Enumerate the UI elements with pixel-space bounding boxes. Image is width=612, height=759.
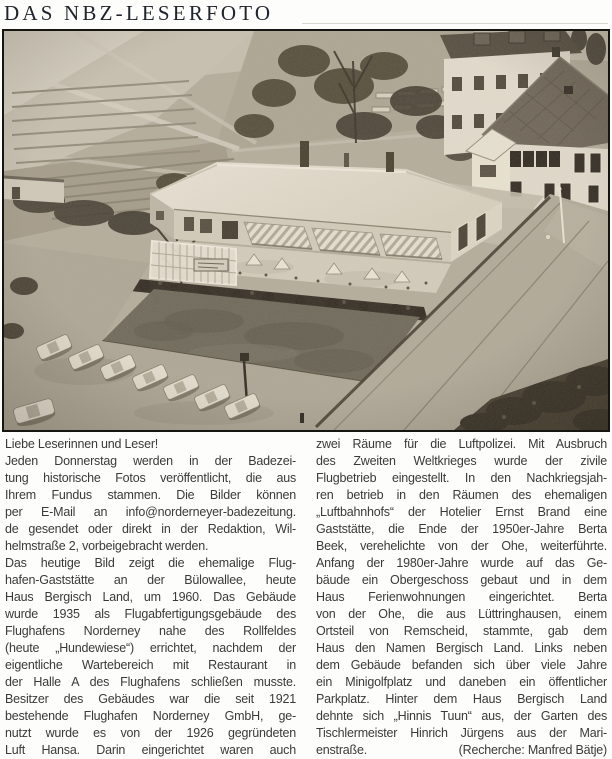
- article-column-left: [5, 436, 296, 759]
- article-text-fragment: enstraße.: [316, 743, 368, 757]
- article-text-line: dehnte sich „Hinnis Tuun“ aus, der Garten des: [316, 709, 607, 723]
- article-text-line: von der Ohe, die aus Lüttringhausen, einem: [316, 607, 607, 621]
- article-text-line: Haus Ferienwohnungen eingerichtet. Berta: [316, 590, 607, 604]
- article-text-line: Haus den Namen Bergisch Land. Links neben: [316, 641, 607, 655]
- article-text-line: helmstraße 2, vorbeigebracht werden.: [5, 539, 209, 553]
- article-text-line: Tischlermeister Hinrich Jürgens aus der Mari-: [316, 726, 607, 740]
- title-rule: [302, 23, 608, 24]
- article-text-line: tung historische Fotos veröffentlicht, die aus: [5, 471, 296, 485]
- article-text-line: des Zweiten Weltkrieges wurde der zivile: [316, 454, 607, 468]
- article-text-line: Haus Bergisch Land, um 1960. Das Gebäude: [5, 590, 296, 604]
- article-text-line: ren betrieb in den Räumen des ehemaligen: [316, 488, 607, 502]
- article-text-line: zwei Räume für die Luftpolizei. Mit Ausbruch: [316, 437, 607, 451]
- article-text-line: Besitzer des Gebäudes war die seit 1921: [5, 692, 296, 706]
- aerial-photo-illustration: [4, 31, 608, 430]
- article-text-line: Ihrem Fundus stammen. Die Bilder können: [5, 488, 296, 502]
- article-text-line: nutzt wurde es von der 1926 gegründeten: [5, 726, 296, 740]
- article-text-line: Jeden Donnerstag werden in der Badezei-: [5, 454, 296, 468]
- article-text-line: eigentliche Wartebereich mit Restaurant in: [5, 658, 296, 672]
- page-title: DAS NBZ-LESERFOTO: [4, 1, 274, 25]
- article-text-line: ein Minigolfplatz und daneben ein öffentlicher: [316, 675, 607, 689]
- article-text-line: Flughafens Norderney nahe des Rollfeldes: [5, 624, 296, 638]
- article-text-line: „Luftbahnhofs“ der Hotelier Ernst Brand eine: [316, 505, 607, 519]
- article-text-line: dem Gebäude befanden sich über viele Jahre: [316, 658, 607, 672]
- article-text-line: Flugbetrieb eingestellt. In den Nachkriegsjah-: [316, 471, 607, 485]
- article-text-line: Gaststätte, die Ende der 1950er-Jahre Berta: [316, 522, 607, 536]
- leserfoto-photo: [2, 29, 610, 432]
- article-text-line: Parkplatz. Hinter dem Haus Bergisch Land: [316, 692, 607, 706]
- article-text-line: bestehende Flughafen Norderney GmbH, ge-: [5, 709, 296, 723]
- article-text-line: Liebe Leserinnen und Leser!: [5, 437, 159, 451]
- article-column-right: [316, 436, 607, 759]
- article-text-line: hafen-Gaststätte an der Bülowallee, heute: [5, 573, 296, 587]
- article-text-line: Das heutige Bild zeigt die ehemalige Flug-: [5, 556, 296, 570]
- article-text-line: Luft Hansa. Darin eingerichtet waren auch: [5, 743, 296, 757]
- article-text-line: Beek, verehelichte von der Ohe, weiterführte.: [316, 539, 607, 553]
- article-text-line: per E-Mail an info@norderneyer-badezeitung.: [5, 505, 296, 519]
- article-text-line: de gesendet oder direkt in der Redaktion, Wil-: [5, 522, 296, 536]
- article-text-line: bäude ein Obergeschoss gebaut und in dem: [316, 573, 607, 587]
- article-text-line: [316, 742, 607, 759]
- article-text-line: der Halle A des Flughafens schließen musste.: [5, 675, 296, 689]
- article-text-fragment: (Recherche: Manfred Bätje): [458, 743, 607, 757]
- article-text: [5, 436, 607, 759]
- article-text-line: wurde 1935 als Flugabfertigungsgebäude des: [5, 607, 296, 621]
- article-text-line: Anfang der 1980er-Jahre wurde auf das Ge-: [316, 556, 607, 570]
- article-text-line: Ortsteil von Remscheid, stammte, gab dem: [316, 624, 607, 638]
- article-text-line: (heute „Hundewiese“) errichtet, nachdem der: [5, 641, 296, 655]
